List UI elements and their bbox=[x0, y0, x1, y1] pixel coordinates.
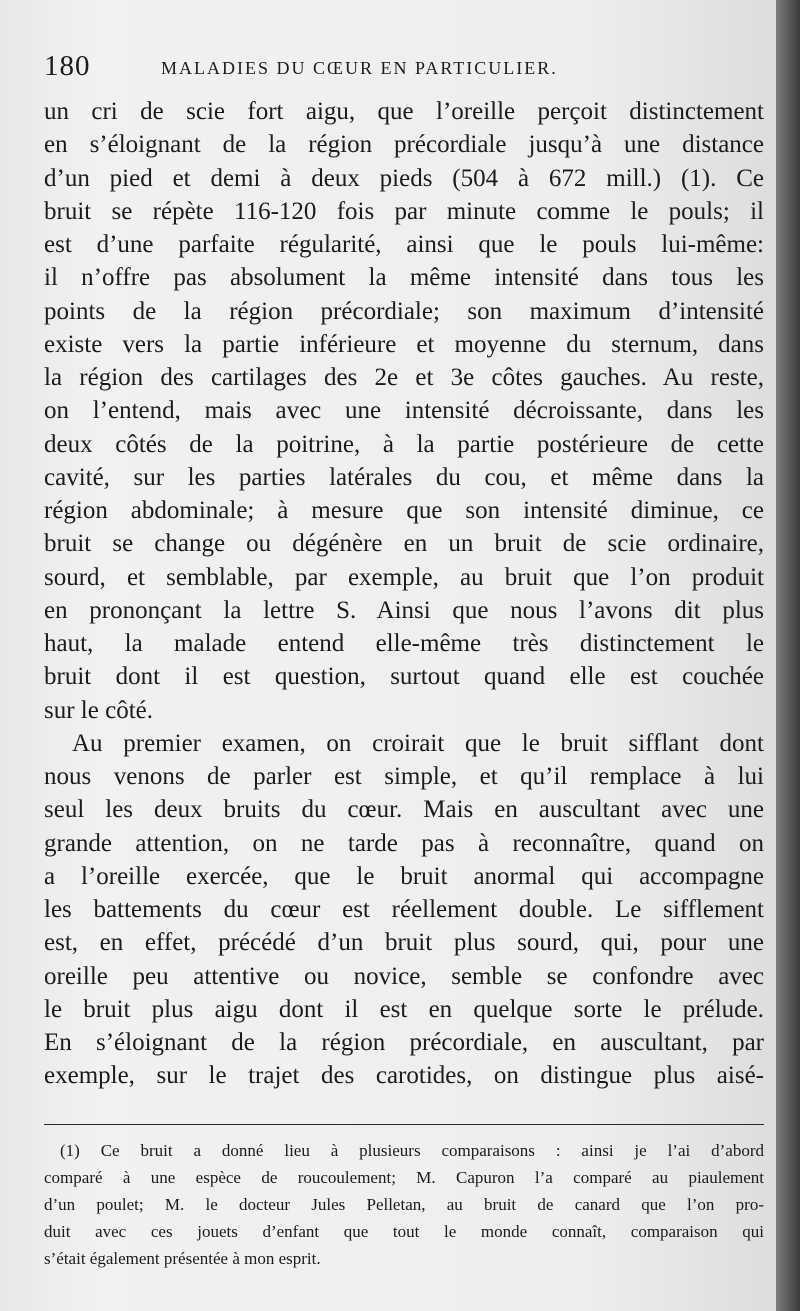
footnote-line: d’un poulet; M. le docteur Jules Pelletan, au bruit de canard que l’on pro- bbox=[44, 1195, 764, 1214]
text-line: bruit se change ou dégénère en un bruit de scie ordinaire, bbox=[44, 530, 764, 558]
footnote-line: comparé à une espèce de roucoulement; M. Capuron l’a comparé au piaulement bbox=[44, 1168, 764, 1187]
text-line: on l’entend, mais avec une intensité décroissante, dans les bbox=[44, 397, 764, 425]
text-line: haut, la malade entend elle-même très distinctement le bbox=[44, 630, 764, 657]
running-title: MALADIES DU CŒUR EN PARTICULIER. bbox=[161, 58, 558, 78]
text-line: grande attention, on ne tarde pas à reconnaître, quand on bbox=[44, 829, 764, 857]
footnote-line: (1) Ce bruit a donné lieu à plusieurs comparaisons : ainsi je l’ai d’abord bbox=[60, 1141, 764, 1160]
text-line: deux côtés de la poitrine, à la partie postérieure de cette bbox=[44, 430, 764, 458]
text-line: la région des cartilages des 2e et 3e côtes gauches. Au reste, bbox=[44, 364, 764, 391]
footnote-line: s’était également présentée à mon esprit. bbox=[44, 1249, 321, 1268]
text-line: bruit se répète 116-120 fois par minute comme le pouls; il bbox=[44, 197, 764, 225]
text-line: en prononçant la lettre S. Ainsi que nous l’avons dit plus bbox=[44, 596, 764, 624]
text-line: points de la région précordiale; son maximum d’intensité bbox=[44, 297, 764, 325]
text-line: est, en effet, précédé d’un bruit plus sourd, qui, pour une bbox=[44, 929, 764, 957]
text-line: exemple, sur le trajet des carotides, on distingue plus aisé- bbox=[44, 1062, 764, 1090]
text-line: est d’une parfaite régularité, ainsi que le pouls lui-même: bbox=[44, 231, 764, 258]
text-line: un cri de scie fort aigu, que l’oreille perçoit distinctement bbox=[44, 98, 764, 125]
text-line: En s’éloignant de la région précordiale, en auscultant, par bbox=[44, 1029, 764, 1056]
text-line: le bruit plus aigu dont il est en quelque sorte le prélude. bbox=[44, 995, 764, 1023]
text-line: Au premier examen, on croirait que le bruit sifflant dont bbox=[72, 729, 764, 757]
text-line: les battements du cœur est réellement double. Le sifflement bbox=[44, 896, 764, 923]
text-line: a l’oreille exercée, que le bruit anormal qui accompagne bbox=[44, 862, 764, 890]
text-line: cavité, sur les parties latérales du cou, et même dans la bbox=[44, 463, 764, 491]
text-line: sur le côté. bbox=[44, 696, 153, 724]
main-text bbox=[44, 95, 764, 1093]
footnote bbox=[44, 1137, 764, 1272]
text-line: nous venons de parler est simple, et qu’il remplace à lui bbox=[44, 763, 764, 790]
text-line: bruit dont il est question, surtout quand elle est couchée bbox=[44, 663, 764, 691]
text-line: oreille peu attentive ou novice, semble se confondre avec bbox=[44, 962, 764, 990]
text-line: existe vers la partie inférieure et moyenne du sternum, dans bbox=[44, 330, 764, 358]
footnote-divider bbox=[44, 1124, 764, 1125]
page-header bbox=[44, 48, 749, 88]
text-line: il n’offre pas absolument la même intensité dans tous les bbox=[44, 264, 764, 292]
book-page-edge bbox=[776, 0, 800, 1311]
text-line: région abdominale; à mesure que son intensité diminue, ce bbox=[44, 497, 764, 524]
footnote-line: duit avec ces jouets d’enfant que tout le monde connaît, comparaison qui bbox=[44, 1222, 764, 1241]
text-line: d’un pied et demi à deux pieds (504 à 672 mill.) (1). Ce bbox=[44, 164, 764, 192]
text-line: en s’éloignant de la région précordiale jusqu’à une distance bbox=[44, 131, 764, 159]
text-line: sourd, et semblable, par exemple, au bruit que l’on produit bbox=[44, 563, 764, 591]
text-line: seul les deux bruits du cœur. Mais en auscultant avec une bbox=[44, 796, 764, 824]
page-number: 180 bbox=[44, 50, 91, 82]
